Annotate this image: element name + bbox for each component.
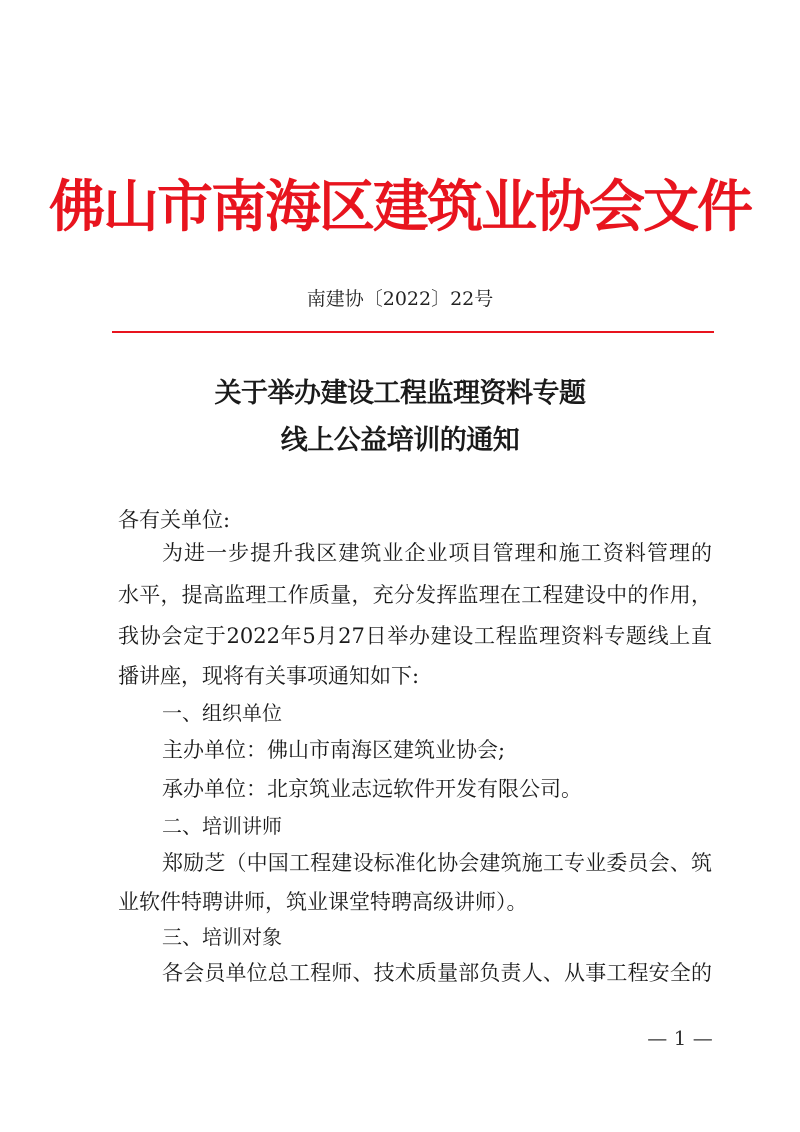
organizer-unit: 承办单位：北京筑业志远软件开发有限公司。 bbox=[162, 777, 582, 801]
audience-line-1: 各会员单位总工程师、技术质量部负责人、从事工程安全的 bbox=[162, 961, 712, 985]
host-unit: 主办单位：佛山市南海区建筑业协会; bbox=[162, 738, 506, 762]
paragraph-1-line-2: 水平，提高监理工作质量，充分发挥监理在工程建设中的作用， bbox=[118, 583, 712, 607]
red-divider-line bbox=[112, 331, 714, 333]
org-document-title: 佛山市南海区建筑业协会文件 bbox=[49, 175, 751, 240]
notice-title-line-2: 线上公益培训的通知 bbox=[280, 425, 520, 456]
paragraph-1-line-3: 我协会定于2022年5月27日举办建设工程监理资料专题线上直 bbox=[118, 624, 712, 648]
document-number: 南建协〔2022〕22号 bbox=[306, 288, 494, 310]
paragraph-1-line-1: 为进一步提升我区建筑业企业项目管理和施工资料管理的 bbox=[162, 541, 712, 565]
section-2-title: 二、培训讲师 bbox=[162, 814, 282, 838]
lecturer-line-2: 业软件特聘讲师，筑业课堂特聘高级讲师）。 bbox=[118, 890, 528, 914]
page-number: — 1 — bbox=[647, 1026, 713, 1050]
notice-title-line-1: 关于举办建设工程监理资料专题 bbox=[214, 378, 586, 409]
lecturer-line-1: 郑励芝（中国工程建设标准化协会建筑施工专业委员会、筑 bbox=[162, 851, 712, 875]
paragraph-1-line-4: 播讲座，现将有关事项通知如下: bbox=[118, 664, 420, 688]
salutation: 各有关单位: bbox=[118, 508, 231, 532]
section-3-title: 三、培训对象 bbox=[162, 925, 282, 949]
section-1-title: 一、组织单位 bbox=[162, 701, 282, 725]
